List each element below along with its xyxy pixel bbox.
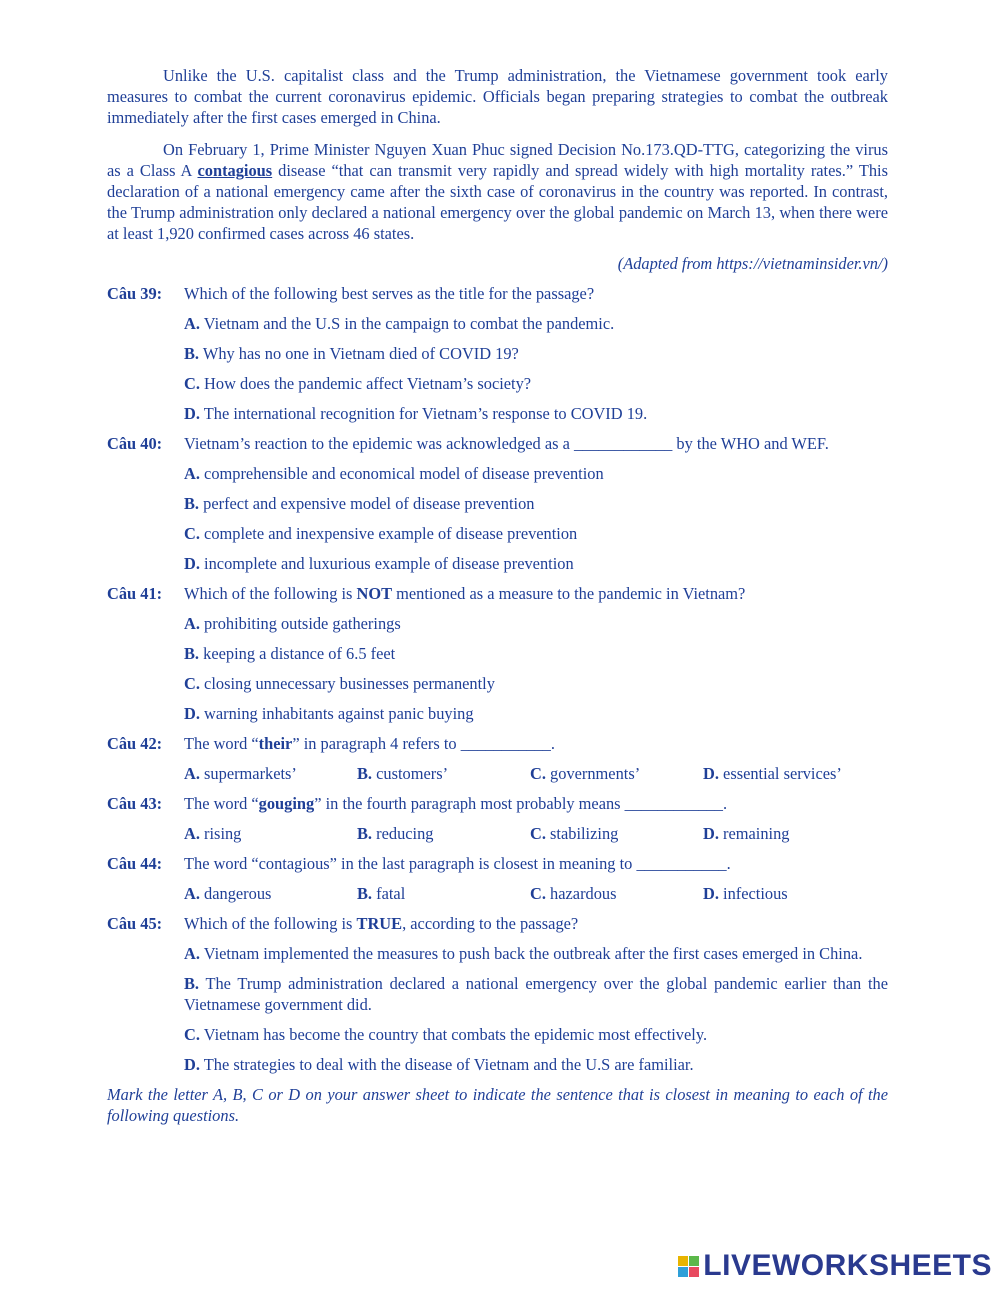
question-39 xyxy=(107,283,888,304)
option-d[interactable]: D. essential services’ xyxy=(703,764,842,783)
option-c[interactable]: C. stabilizing xyxy=(530,824,619,843)
option-b[interactable]: B. Why has no one in Vietnam died of COVID 19? xyxy=(184,344,519,363)
question-43-options xyxy=(184,823,888,844)
keyword-their: their xyxy=(258,734,293,753)
worksheet-page xyxy=(107,65,888,1126)
passage-paragraph-2-start: On February 1, Prime Minister Nguyen Xuan Phuc signed Decision No.173.QD-TTG, categorizing the virus as a Class A xyxy=(107,140,888,180)
option-d[interactable]: D. incomplete and luxurious example of disease prevention xyxy=(184,554,574,573)
option-b[interactable]: B. customers’ xyxy=(357,764,449,783)
liveworksheets-logo[interactable] xyxy=(678,1251,992,1281)
question-number: Câu 43: xyxy=(107,794,163,813)
keyword-not: NOT xyxy=(356,584,393,603)
option-b[interactable]: B. reducing xyxy=(357,824,434,843)
question-text: Which of the following best serves as the title for the passage? xyxy=(184,284,595,303)
option-c[interactable]: C. How does the pandemic affect Vietnam’s society? xyxy=(184,374,532,393)
question-number: Câu 42: xyxy=(107,734,163,753)
question-43 xyxy=(107,793,888,814)
option-d[interactable]: D. remaining xyxy=(703,824,790,843)
keyword-gouging: gouging xyxy=(258,794,315,813)
option-c[interactable]: C. complete and inexpensive example of disease prevention xyxy=(184,524,578,543)
option-a[interactable]: A. supermarkets’ xyxy=(184,764,297,783)
option-d[interactable]: D. infectious xyxy=(703,884,788,903)
option-c[interactable]: C. Vietnam has become the country that combats the epidemic most effectively. xyxy=(184,1025,708,1044)
question-45 xyxy=(107,913,888,934)
option-a[interactable]: A. dangerous xyxy=(184,884,272,903)
option-d[interactable]: D. The strategies to deal with the disease of Vietnam and the U.S are familiar. xyxy=(184,1055,694,1074)
passage-paragraph-1: Unlike the U.S. capitalist class and the Trump administration, the Vietnamese government took early measures to combat the current coronavirus epidemic. Officials began preparing strategies to combat the outbreak immediately after the first cases emerged in China. xyxy=(107,66,888,127)
question-42-options xyxy=(184,763,888,784)
keyword-true: TRUE xyxy=(356,914,403,933)
question-number: Câu 41: xyxy=(107,584,163,603)
option-b[interactable]: B. The Trump administration declared a national emergency over the global pandemic earlier than the Vietnamese government did. xyxy=(184,974,888,1014)
question-44 xyxy=(107,853,888,874)
instruction-text: Mark the letter A, B, C or D on your answer sheet to indicate the sentence that is closest in meaning to each of the following questions. xyxy=(107,1085,888,1125)
question-42 xyxy=(107,733,888,754)
question-number: Câu 40: xyxy=(107,434,163,453)
liveworksheets-logo-text: LIVEWORKSHEETS xyxy=(703,1249,992,1282)
question-text: The word “gouging” in the fourth paragraph most probably means ____________. xyxy=(184,794,728,813)
keyword-contagious: contagious xyxy=(197,161,273,180)
option-d[interactable]: D. warning inhabitants against panic buying xyxy=(184,704,474,723)
question-41-options xyxy=(184,613,888,724)
option-b[interactable]: B. perfect and expensive model of disease prevention xyxy=(184,494,535,513)
option-a[interactable]: A. Vietnam and the U.S in the campaign to combat the pandemic. xyxy=(184,314,615,333)
option-c[interactable]: C. closing unnecessary businesses permanently xyxy=(184,674,495,693)
question-text: Which of the following is TRUE, according to the passage? xyxy=(184,914,579,933)
option-a[interactable]: A. prohibiting outside gatherings xyxy=(184,614,401,633)
question-number: Câu 44: xyxy=(107,854,163,873)
passage-paragraph-2 xyxy=(107,139,888,244)
question-number: Câu 39: xyxy=(107,284,163,303)
option-a[interactable]: A. comprehensible and economical model of disease prevention xyxy=(184,464,604,483)
option-a[interactable]: A. Vietnam implemented the measures to push back the outbreak after the first cases emerged in China. xyxy=(184,944,863,963)
question-text: The word “contagious” in the last paragraph is closest in meaning to ___________. xyxy=(184,854,731,873)
question-text: The word “their” in paragraph 4 refers to ___________. xyxy=(184,734,555,753)
question-number: Câu 45: xyxy=(107,914,163,933)
question-40 xyxy=(107,433,888,454)
question-44-options xyxy=(184,883,888,904)
question-39-options xyxy=(184,313,888,424)
option-b[interactable]: B. fatal xyxy=(357,884,406,903)
question-text: Vietnam’s reaction to the epidemic was acknowledged as a ____________ by the WHO and WEF. xyxy=(184,434,829,453)
option-a[interactable]: A. rising xyxy=(184,824,242,843)
question-45-options xyxy=(184,943,888,1075)
question-40-options xyxy=(184,463,888,574)
passage-paragraph-2-end: disease “that can transmit very rapidly and spread widely with high mortality rates.” This declaration of a national emergency came after the sixth case of coronavirus in the country was reported. In contrast, the Trump administration only declared a national emergency over the global pandemic on March 13, when there were at least 1,920 confirmed cases across 46 states. xyxy=(107,161,888,243)
passage-source: (Adapted from https://vietnaminsider.vn/) xyxy=(617,254,888,273)
option-b[interactable]: B. keeping a distance of 6.5 feet xyxy=(184,644,396,663)
option-c[interactable]: C. governments’ xyxy=(530,764,641,783)
question-41 xyxy=(107,583,888,604)
option-d[interactable]: D. The international recognition for Vietnam’s response to COVID 19. xyxy=(184,404,648,423)
option-c[interactable]: C. hazardous xyxy=(530,884,617,903)
question-text: Which of the following is NOT mentioned as a measure to the pandemic in Vietnam? xyxy=(184,584,746,603)
liveworksheets-logo-icon xyxy=(678,1256,699,1277)
